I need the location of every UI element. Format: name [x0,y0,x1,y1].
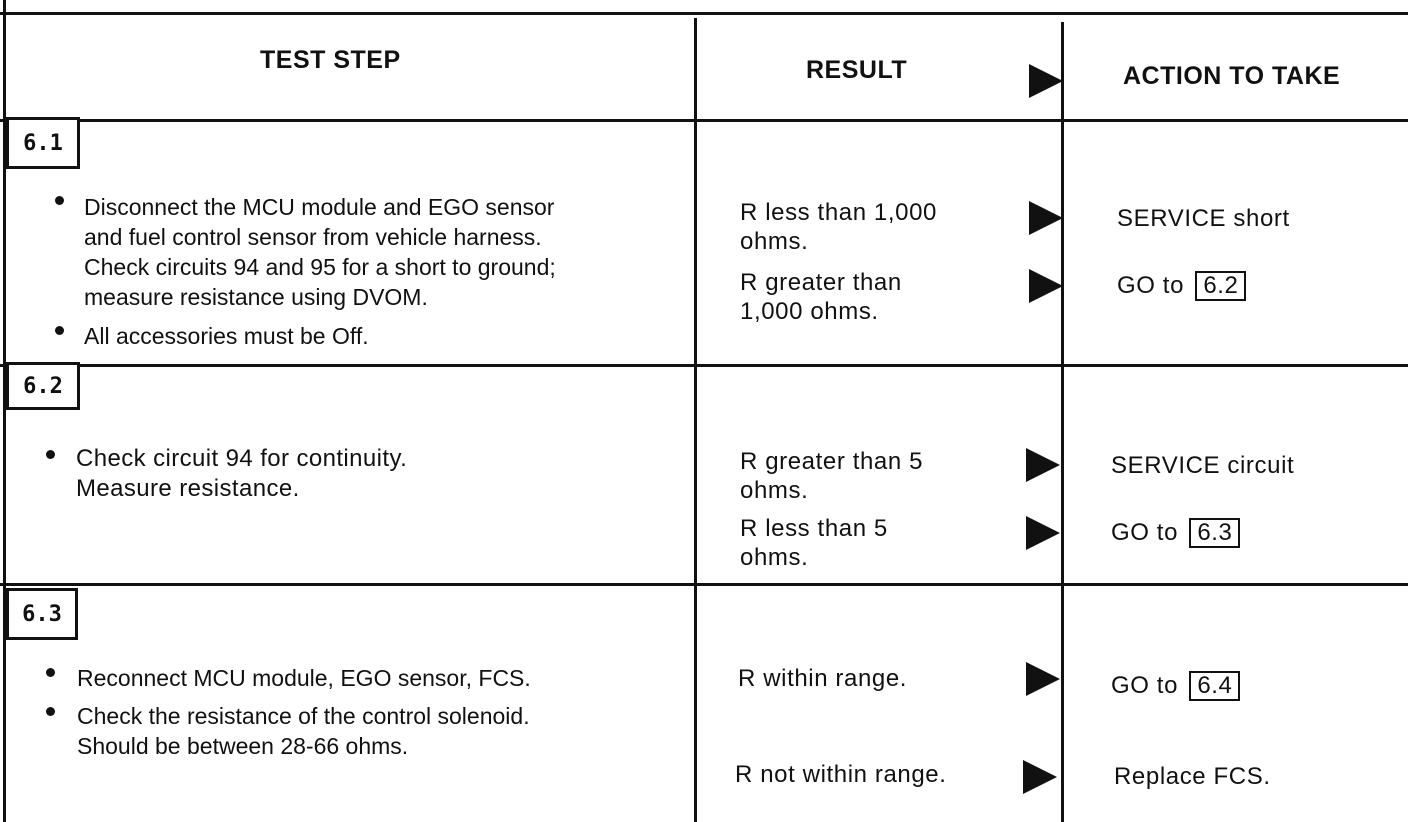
step-number-6-1: 6.1 [6,117,80,169]
header-bottom-border [0,119,1408,122]
header-arrow-icon [1029,64,1063,98]
step-6-1-result-1: R less than 1,000 ohms. [740,199,937,255]
step-6-2-action-2: GO to 6.3 [1111,518,1240,548]
step-number-6-3: 6.3 [6,588,78,640]
step-reference-6-3[interactable]: 6.3 [1189,518,1240,548]
step-6-1-action-1: SERVICE short [1117,205,1290,232]
step-6-3-result-2: R not within range. [735,761,947,788]
step-6-3-instruction-1: Reconnect MCU module, EGO sensor, FCS. [77,665,531,691]
result-arrow-icon [1026,448,1060,482]
bullet-icon [46,707,55,716]
step-6-2-instruction-1: Check circuit 94 for continuity. Measure resistance. [76,445,408,502]
step-6-2-result-2: R less than 5 ohms. [740,515,888,571]
header-test-step: TEST STEP [260,46,401,74]
step-6-1-action-2: GO to 6.2 [1117,271,1246,301]
row-6-3-border [0,583,1408,586]
step-number-6-2: 6.2 [6,362,80,410]
result-action-divider [1061,22,1064,822]
step-reference-6-4[interactable]: 6.4 [1189,671,1240,701]
result-arrow-icon [1026,516,1060,550]
test-result-divider [694,18,697,822]
header-result: RESULT [806,56,908,84]
result-arrow-icon [1023,760,1057,794]
row-6-2-border [0,364,1408,367]
bullet-icon [55,326,64,335]
step-6-1-instruction-2: All accessories must be Off. [84,323,369,349]
table-top-border [0,12,1408,15]
result-arrow-icon [1029,269,1063,303]
step-6-3-instruction-2: Check the resistance of the control solenoid. Should be between 28-66 ohms. [77,703,530,759]
step-6-2-result-1: R greater than 5 ohms. [740,448,924,504]
step-6-3-result-1: R within range. [738,665,908,692]
result-arrow-icon [1029,201,1063,235]
step-6-1-result-2: R greater than 1,000 ohms. [740,269,902,325]
result-arrow-icon [1026,662,1060,696]
bullet-icon [46,668,55,677]
header-action: ACTION TO TAKE [1123,62,1341,90]
bullet-icon [46,450,55,459]
step-6-2-action-1: SERVICE circuit [1111,452,1295,479]
bullet-icon [55,196,64,205]
step-6-3-action-2: Replace FCS. [1114,763,1271,790]
step-6-3-action-1: GO to 6.4 [1111,671,1240,701]
step-6-1-instruction-1: Disconnect the MCU module and EGO sensor and fuel control sensor from vehicle harness. Check circuits 94 and 95 for a short to ground; measure resistance using DVOM. [84,194,556,310]
step-reference-6-2[interactable]: 6.2 [1195,271,1246,301]
